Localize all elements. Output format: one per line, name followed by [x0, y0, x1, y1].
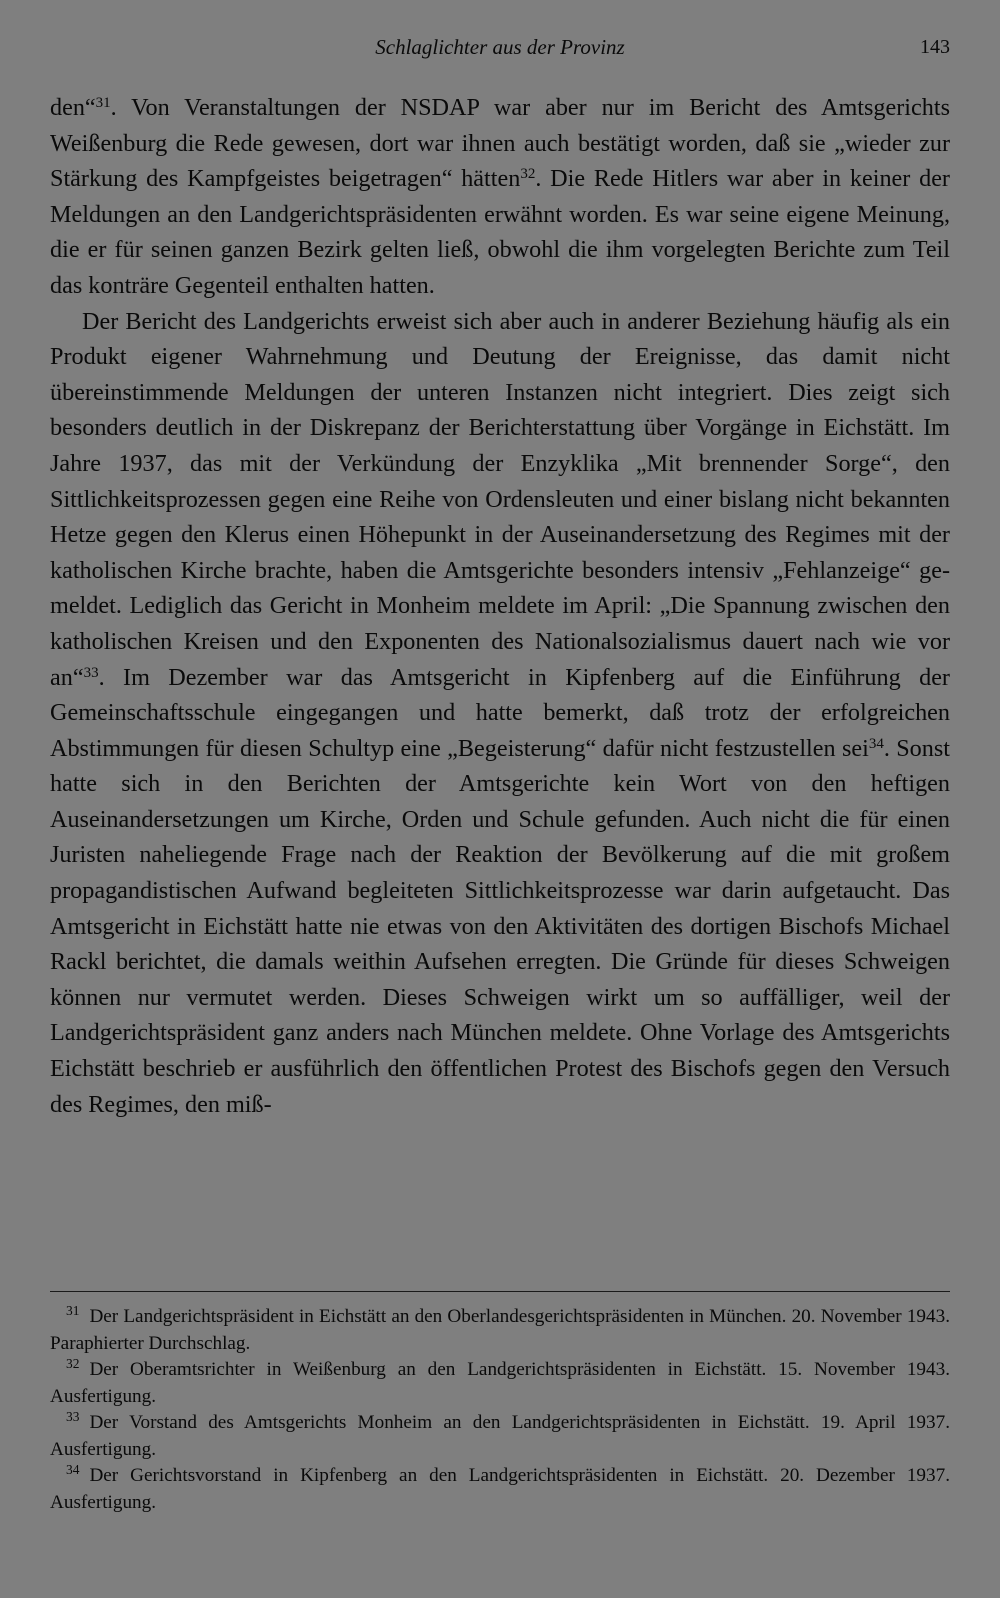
footnote-34	[50, 1463, 950, 1516]
text-run: . Von Veranstaltungen der NSDAP war aber nur im Bericht des Amtsgerichts Weißenburg die Rede gewesen, dort war ihnen auch bestätigt worden, daß sie „wieder zur Stärkung des Kampfgeistes beigetragen“ hätten	[50, 94, 950, 193]
footnote-ref-34[interactable]: 34	[868, 735, 884, 752]
footnote-ref-32[interactable]: 32	[520, 165, 536, 182]
footnote-ref-33[interactable]: 33	[83, 664, 99, 681]
text-run: . Sonst hatte sich in den Berichten der Amtsgerichte kein Wort von den heftigen Auseinandersetzungen um Kirche, Orden und Schule gefunden. Auch nicht die für einen Juristen naheliegende Frage nach der Reaktion der Bevölkerung auf die mit großem propagandistischen Aufwand begleiteten Sittlichkeitsprozesse war darin aufgetaucht. Das Amtsgericht in Eichstätt hatte nie etwas von den Aktivitäten des dortigen Bischofs Michael Rackl berichtet, die damals weithin Aufsehen erregten. Die Gründe für dieses Schweigen können nur vermutet werden. Dieses Schweigen wirkt um so auffälliger, weil der Landgerichtspräsident ganz anders nach München meldete. Ohne Vorlage des Amtsgerichts Eichstätt beschrieb er ausführlich den öffentlichen Protest des Bischofs gegen den Versuch des Regimes, den miß-	[50, 734, 950, 1118]
footnotes	[50, 1304, 950, 1516]
footnote-number: 31	[66, 1302, 80, 1318]
footnote-text: Der Landgerichtspräsident in Eichstätt an den Oberlandesgerichtspräsidenten in München. 20. November 1943. Paraphierter Durchschlag.	[50, 1306, 950, 1354]
running-title: Schlaglichter aus der Provinz	[375, 35, 625, 59]
paragraph-2	[50, 304, 950, 1123]
footnote-text: Der Oberamtsrichter in Weißenburg an den Landgerichtspräsidenten in Eichstätt. 15. November 1943. Ausfertigung.	[50, 1359, 950, 1407]
footnote-32	[50, 1357, 950, 1410]
text-run: den“	[50, 94, 96, 121]
footnote-ref-31[interactable]: 31	[95, 94, 111, 111]
footnote-number: 34	[66, 1461, 80, 1477]
text-run: . Im Dezember war das Amtsgericht in Kipfenberg auf die Einführung der Gemeinschaftsschule eingegangen und hatte bemerkt, daß trotz der erfolgreichen Abstimmungen für diesen Schultyp eine „Begeisterung“ dafür nicht festzustellen sei	[50, 663, 950, 762]
footnote-text: Der Vorstand des Amtsgerichts Monheim an den Landgerichtspräsidenten in Eichstätt. 19. April 1937. Ausfertigung.	[50, 1412, 950, 1460]
page-number: 143	[920, 36, 950, 58]
paragraph-1	[50, 90, 950, 304]
footnote-31	[50, 1304, 950, 1357]
footnote-text: Der Gerichtsvorstand in Kipfenberg an den Landgerichtspräsidenten in Eichstätt. 20. Dezember 1937. Ausfertigung.	[50, 1465, 950, 1513]
text-run: . Die Rede Hitlers war aber in keiner der Meldungen an den Landgerichtspräsidenten erwähnt worden. Es war seine eigene Meinung, die er für seinen ganzen Bezirk gelten ließ, obwohl die ihm vorgelegten Berichte zum Teil das konträre Gegenteil enthalten hatten.	[50, 165, 950, 299]
text-run: Der Bericht des Landgerichts erweist sich aber auch in anderer Beziehung häufig als ein Produkt eigener Wahrnehmung und Deutung der Ereignisse, das damit nicht übereinstimmende Meldungen der unteren Instanzen nicht integriert. Dies zeigt sich besonders deutlich in der Diskrepanz der Berichterstattung über Vorgänge in Eichstätt. Im Jahre 1937, das mit der Verkündung der Enzyklika „Mit brennender Sorge“, den Sittlichkeitsprozessen gegen eine Reihe von Ordensleuten und einer bislang nicht bekannten Hetze gegen den Klerus einen Höhepunkt in der Auseinandersetzung des Regimes mit der katholischen Kirche brachte, haben die Amtsgerichte besonders intensiv „Fehlanzeige“ gemeldet. Lediglich das Gericht in Monheim meldete im April: „Die Spannung zwischen den katholischen Kreisen und den Exponenten des Nationalsozialismus dauert nach wie vor an“	[50, 307, 950, 691]
footnote-number: 33	[66, 1408, 80, 1424]
running-header	[50, 30, 950, 64]
main-text	[50, 90, 950, 1122]
footnote-33	[50, 1410, 950, 1463]
footnote-number: 32	[66, 1355, 80, 1371]
footnote-divider	[50, 1291, 950, 1292]
